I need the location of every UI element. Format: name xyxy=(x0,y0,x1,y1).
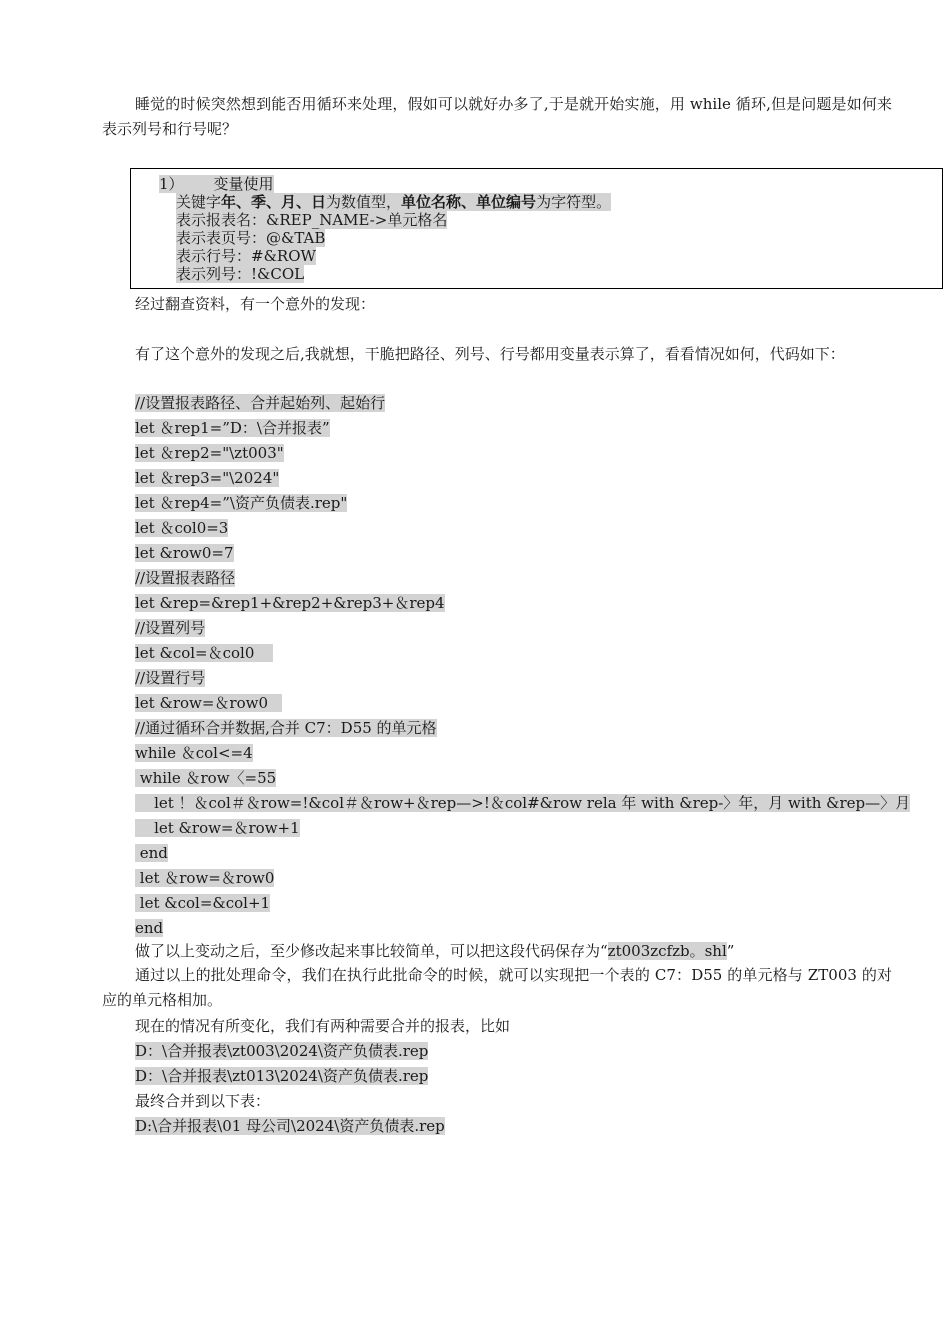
code-line xyxy=(135,843,168,863)
paragraph-intro: 睡觉的时候突然想到能否用循环来处理，假如可以就好办多了,于是就开始实施，用 while 循环,但是问题是如何来表示列号和行号呢？ xyxy=(102,95,892,138)
code-line xyxy=(135,718,437,738)
variable-usage-box xyxy=(130,168,943,289)
kw-bold-units: 单位名称、单位编号 xyxy=(401,193,537,211)
code-line-text: let &row=＆row0 xyxy=(135,694,283,712)
paragraph-batch-result: 通过以上的批处理命令，我们在执行此批命令的时候，就可以实现把一个表的 C7：D55 的单元格与 ZT003 的对应的单元格相加。 xyxy=(102,966,892,1009)
code-line xyxy=(135,918,163,938)
kw-prefix: 关键字 xyxy=(176,193,222,211)
code-line xyxy=(135,818,300,838)
code-line xyxy=(135,568,235,588)
report-path-1-text: D：\合并报表\zt003\2024\资产负债表.rep xyxy=(135,1042,429,1060)
kw-bold-dates: 年、季、月、日 xyxy=(221,193,327,211)
code-line-text: let ＆rep3="\2024" xyxy=(135,469,280,487)
code-line xyxy=(135,418,330,438)
code-line xyxy=(135,643,273,663)
code-line xyxy=(135,868,274,888)
code-line-text: let &row0=7 xyxy=(135,544,234,562)
box-title-number: 1） xyxy=(159,175,184,193)
report-path-2 xyxy=(135,1066,428,1086)
code-line xyxy=(135,393,385,413)
report-path-final-text: D:\合并报表\01 母公司\2024\资产负债表.rep xyxy=(135,1117,445,1135)
code-line-text: //通过循环合并数据,合并 C7：D55 的单元格 xyxy=(135,719,437,737)
code-line-text: //设置列号 xyxy=(135,619,206,637)
code-line xyxy=(135,543,234,563)
paragraph-code-intro: 有了这个意外的发现之后,我就想，干脆把路径、列号、行号都用变量表示算了，看看情况如何，代码如下： xyxy=(135,345,845,363)
code-line-text: //设置报表路径、合并起始列、起始行 xyxy=(135,394,386,412)
code-line xyxy=(135,443,284,463)
code-line xyxy=(135,593,445,613)
code-line xyxy=(135,768,276,788)
save-file-suffix: ” xyxy=(726,942,735,960)
code-line-text: let ！＆col＃＆row=!&col＃＆row+＆rep—>!＆col#&row rela 年 with &rep-〉年，月 with &rep—〉月 xyxy=(135,794,911,812)
code-line-text: let &row=＆row+1 xyxy=(135,819,300,837)
box-title: 变量使用 xyxy=(184,175,274,193)
code-line-text: let ＆rep2="\zt003" xyxy=(135,444,284,462)
kw-suffix: 为字符型。 xyxy=(536,193,612,211)
code-line-text: let &rep=&rep1+&rep2+&rep3+＆rep4 xyxy=(135,594,445,612)
code-line xyxy=(135,793,910,813)
code-line xyxy=(135,743,253,763)
code-line xyxy=(135,668,205,688)
code-line-text: let ＆row=＆row0 xyxy=(135,869,275,887)
save-file-name: zt003zcfzb。shl xyxy=(607,942,727,960)
code-line-text: //设置行号 xyxy=(135,669,206,687)
paragraph-final-target: 最终合并到以下表： xyxy=(135,1092,271,1110)
report-path-2-text: D：\合并报表\zt013\2024\资产负债表.rep xyxy=(135,1067,429,1085)
save-file-prefix: 做了以上变动之后，至少修改起来事比较简单，可以把这段代码保存为“ xyxy=(135,942,608,960)
code-line-text: let &col=＆col0 xyxy=(135,644,274,662)
code-line-text: //设置报表路径 xyxy=(135,569,236,587)
code-line xyxy=(135,518,228,538)
code-line xyxy=(135,618,205,638)
code-line xyxy=(135,468,279,488)
paragraph-discovery: 经过翻查资料，有一个意外的发现： xyxy=(135,295,376,313)
report-path-final xyxy=(135,1116,445,1136)
report-path-1 xyxy=(135,1041,428,1061)
code-line-text: while ＆row〈=55 xyxy=(135,769,277,787)
code-line-text: let ＆rep4=”\资产负债表.rep" xyxy=(135,494,348,512)
code-line-text: let ＆rep1=”D：\合并报表” xyxy=(135,419,330,437)
code-line-text: end xyxy=(135,919,164,937)
code-line-text: end xyxy=(135,844,168,862)
paragraph-change: 现在的情况有所变化，我们有两种需要合并的报表，比如 xyxy=(135,1017,511,1035)
box-tab-line: 表示表页号：@&TAB xyxy=(176,229,326,247)
box-keyword-line xyxy=(176,193,611,211)
code-line xyxy=(135,493,347,513)
box-col-line: 表示列号：!&COL xyxy=(176,265,305,283)
kw-mid: 为数值型， xyxy=(326,193,402,211)
box-title-line xyxy=(159,175,274,193)
paragraph-save-file xyxy=(135,941,734,961)
code-line xyxy=(135,693,282,713)
box-repname-line: 表示报表名：&REP_NAME->单元格名 xyxy=(176,211,448,229)
code-line-text: while ＆col<=4 xyxy=(135,744,253,762)
box-row-line: 表示行号：#&ROW xyxy=(176,247,316,265)
code-line-text: let &col=&col+1 xyxy=(135,894,271,912)
code-line xyxy=(135,893,270,913)
code-line-text: let ＆col0=3 xyxy=(135,519,229,537)
